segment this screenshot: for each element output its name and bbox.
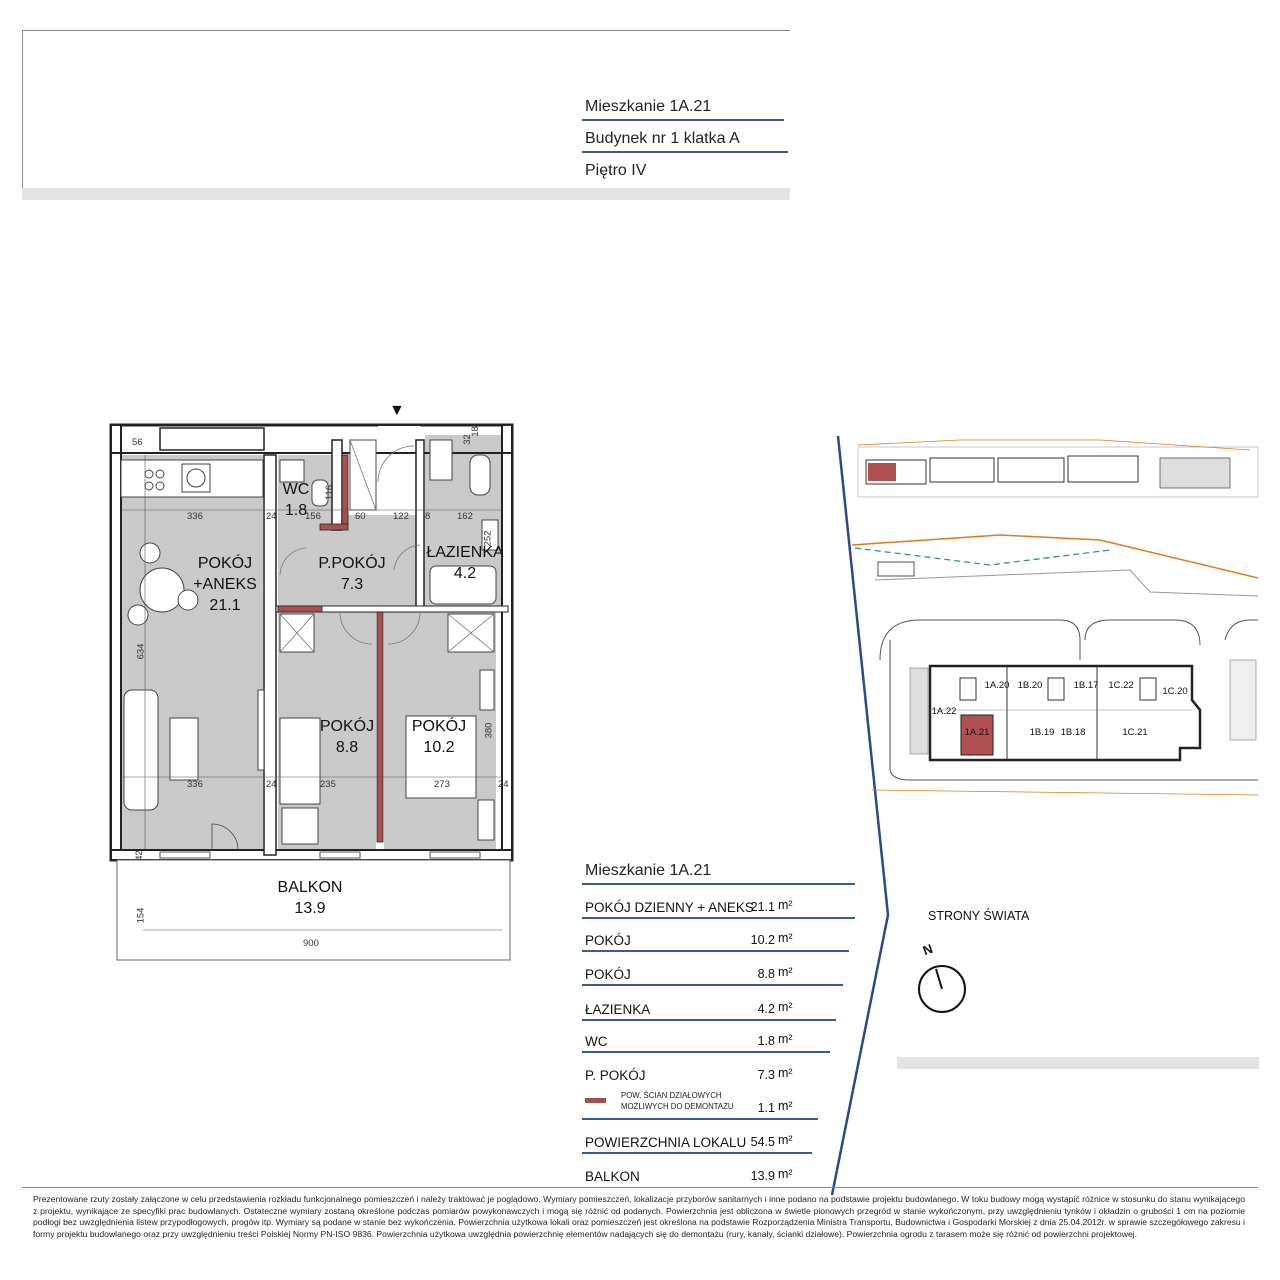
room-small-name: POKÓJ: [319, 718, 375, 735]
site-unit-label: 1A.20: [984, 680, 1010, 691]
dim-label: 24: [266, 779, 277, 790]
sofa: [124, 690, 158, 810]
header-frame-left-line: [22, 30, 23, 200]
room-small-label: [312, 716, 382, 758]
table-row-value: 8.8: [757, 967, 775, 981]
site-unit-label: 1C.22: [1108, 680, 1134, 691]
walls-note-line1: POW. ŚCIAN DZIAŁOWYCH: [621, 1091, 722, 1100]
small-structure: [878, 562, 914, 576]
apartment-title: Mieszkanie 1A.21: [585, 98, 712, 115]
dim-label: 252: [482, 530, 494, 547]
washing-machine: [430, 440, 452, 480]
table-row-label: POKÓJ DZIENNY + ANEKS: [585, 900, 754, 915]
dim-label: 900: [303, 938, 319, 949]
road-loop: [1085, 620, 1200, 645]
demountable-wall-2: [320, 524, 348, 530]
room-large-name: POKÓJ: [411, 718, 467, 735]
total-underline: [582, 1152, 812, 1154]
dim-label: 18: [469, 426, 481, 437]
dim-label: 380: [483, 722, 495, 739]
area-table: [585, 862, 860, 1192]
dim-label: 162: [457, 511, 473, 522]
dim-label: 336: [187, 511, 203, 522]
room-hall-name: P.POKÓJ: [318, 555, 386, 572]
dim-label: 235: [320, 779, 336, 790]
room-bath-label: [420, 542, 510, 584]
desk: [282, 808, 318, 844]
table-row-underline: [582, 1051, 830, 1053]
coffee-table: [170, 718, 198, 780]
window-living: [160, 852, 210, 858]
table-row-label: POKÓJ: [585, 967, 631, 982]
mini-building: [930, 458, 994, 482]
demountable-wall-3: [278, 606, 322, 612]
balcony-row-label: BALKON: [585, 1169, 640, 1184]
table-row-label: ŁAZIENKA: [585, 1002, 651, 1017]
total-label: POWIERZCHNIA LOKALU: [585, 1135, 747, 1150]
wall-left: [111, 425, 121, 860]
plan-boundary-line: [832, 436, 888, 1195]
room-wc-name: WC: [282, 481, 310, 498]
dim-label: 24: [266, 511, 277, 522]
dim-label: 156: [305, 511, 321, 522]
road-loop: [880, 620, 1080, 660]
mini-hatched-area: [1160, 458, 1230, 488]
table-row-underline: [582, 1019, 836, 1021]
orange-lower-line: [872, 790, 1258, 795]
hatched-parking: [1230, 660, 1256, 740]
site-unit-label: 1C.21: [1122, 727, 1148, 738]
hatched-parking: [910, 668, 928, 754]
dim-label: 116: [324, 484, 336, 501]
site-unit-label: 1A.21: [964, 727, 990, 738]
table-row-underline: [582, 950, 849, 952]
table-row-unit: m²: [778, 898, 793, 912]
wall-bath-left: [416, 440, 424, 610]
dim-label: 32: [461, 434, 473, 445]
kitchen-counter: [121, 460, 263, 497]
window-room-10-2: [430, 852, 480, 858]
room-living-name-2: +ANEKS: [193, 576, 257, 593]
compass: [912, 940, 972, 1030]
site-unit-label: 1B.18: [1060, 727, 1086, 738]
balcony-area: 13.9: [294, 900, 326, 917]
room-bath-name: ŁAZIENKA: [426, 544, 504, 561]
walls-note-line2: MOŻLIWYCH DO DEMONTAŻU: [621, 1102, 734, 1111]
dim-label: 273: [434, 779, 450, 790]
dim-label: 634: [135, 643, 147, 660]
window-room-8-8: [320, 852, 360, 858]
site-unit-label: 1B.17: [1073, 680, 1099, 691]
wall-right: [502, 425, 512, 860]
table-row-underline: [582, 984, 843, 986]
demountable-wall-1: [342, 455, 348, 525]
mini-building: [1068, 456, 1138, 482]
header-gray-band: [22, 188, 790, 200]
dim-label: 122: [393, 511, 409, 522]
room-wc-area: 1.8: [284, 502, 308, 519]
dim-label: 60: [355, 511, 366, 522]
demountable-walls-note: [621, 1090, 733, 1112]
walls-underline: [582, 1118, 818, 1120]
table-row-unit: m²: [778, 1066, 793, 1080]
table-row-label: POKÓJ: [585, 933, 631, 948]
header-underline-1: [582, 119, 784, 121]
compass-title: STRONY ŚWIATA: [928, 909, 1030, 923]
table-row-value: 1.8: [757, 1034, 775, 1048]
table-row-unit: m²: [778, 1000, 793, 1014]
dim-label: 336: [187, 779, 203, 790]
room-bath-area: 4.2: [453, 565, 477, 582]
total-unit: m²: [778, 1133, 793, 1147]
walls-unit: m²: [778, 1099, 793, 1113]
table-title-underline: [582, 883, 855, 885]
site-unit-label: 1C.20: [1162, 686, 1188, 697]
header-underline-2: [582, 151, 788, 153]
mini-highlight: [868, 463, 896, 481]
table-row-value: 21.1: [750, 900, 775, 914]
room-small-area: 8.8: [335, 739, 359, 756]
mini-building: [998, 458, 1064, 482]
room-hall-label: [312, 553, 392, 595]
table-row-value: 10.2: [750, 933, 775, 947]
dim-label: 56: [132, 437, 143, 448]
room-living-area: 21.1: [209, 597, 241, 614]
balcony-row-unit: m²: [778, 1167, 793, 1181]
table-row-unit: m²: [778, 965, 793, 979]
header-frame-top-line: [22, 30, 790, 31]
entrance-marker: ▼: [389, 402, 405, 419]
road-edge: [875, 570, 1258, 596]
dim-label: 8: [425, 511, 431, 522]
total-value: 54.5: [750, 1135, 775, 1149]
demountable-walls-swatch: [585, 1098, 606, 1103]
table-title: Mieszkanie 1A.21: [585, 862, 712, 879]
site-gray-band: [897, 1057, 1259, 1069]
dim-label: 24: [498, 779, 509, 790]
site-unit-label: 1B.20: [1017, 680, 1043, 691]
building-title: Budynek nr 1 klatka A: [585, 130, 740, 147]
entrance-gap: [378, 426, 420, 452]
nightstand: [478, 800, 494, 840]
road-loop: [1225, 620, 1258, 640]
mini-map-orange-line: [858, 440, 1250, 450]
table-row-underline: [582, 917, 855, 919]
floor-title: Piętro IV: [585, 162, 647, 179]
room-large-label: [404, 716, 474, 758]
chair: [140, 543, 160, 563]
site-unit-label: 1A.22: [931, 706, 957, 717]
table-row-label: P. POKÓJ: [585, 1068, 646, 1083]
balcony-row-value: 13.9: [750, 1169, 775, 1183]
table-row-label: WC: [585, 1034, 608, 1049]
walls-value: 1.1: [757, 1101, 775, 1115]
table-row-value: 4.2: [757, 1002, 775, 1016]
top-window: [160, 428, 264, 450]
room-hall-area: 7.3: [340, 576, 364, 593]
compass-north: N: [920, 940, 935, 959]
table-row-unit: m²: [778, 931, 793, 945]
dining-table: [140, 568, 184, 612]
site-unit-label: 1B.19: [1029, 727, 1055, 738]
room-living-name-1: POKÓJ: [197, 555, 253, 572]
bath-toilet: [470, 455, 490, 495]
room-living-label: [180, 553, 270, 616]
footer-line: [22, 1187, 1258, 1188]
table-row-value: 7.3: [757, 1068, 775, 1082]
room-large-area: 10.2: [423, 739, 455, 756]
tv-unit: [258, 690, 264, 770]
dim-label: 42: [133, 850, 145, 861]
balcony-label: [270, 877, 350, 919]
table-row-unit: m²: [778, 1032, 793, 1046]
dim-label: 154: [135, 907, 147, 924]
disclaimer-text: Prezentowane rzuty zostały załączone w celu przedstawienia rozkładu funkcjonalnego pomieszczeń i należy traktować je poglądowo. Wymiary pomieszczeń, lokalizacje przyborów sanitarnych i inne podano na podstawie projektu budowlanego. W toku budowy mogą wystąpić różnice w stosunku do stanu wynikającego z projektu, wynikające ze specyfiki prac budowlanych. Ostateczne wymiary zostaną określone podczas pomiarów powykonawczych i mogą się różnić od podanych. Powierzchnia jest obliczona w świetle pionowych przegród w stanie wykończonym, przy uwzględnieniu tynków i okładzin o grubości 1 cm na poziomie podłogi bez uwzględnienia listew przypodłogowych, progów itp. Wymiary są podane w stanie bez wykończenia. Powierzchnia użytkowa lokali oraz pomieszczeń jest określona na podstawie Rozporządzenia Ministra Transportu, Budownictwa i Gospodarki Morskiej z dnia 25.04.2012r. w sprawie szczegółowego zakresu i formy projektu budowlanego oraz przy uwzględnieniu treści Polskiej Normy PN-ISO 9836. Powierzchnia użytkowa uwzględnia powierzchnię elementów nadających się do demontażu (rury, kanały, ścianki działowe). Powierzchnia ogrodu z tarasem może się różnić od powierzchni projektowej.: [33, 1194, 1245, 1239]
dresser: [480, 670, 494, 710]
balcony-name: BALKON: [277, 879, 343, 896]
site-plan: [830, 430, 1260, 1200]
